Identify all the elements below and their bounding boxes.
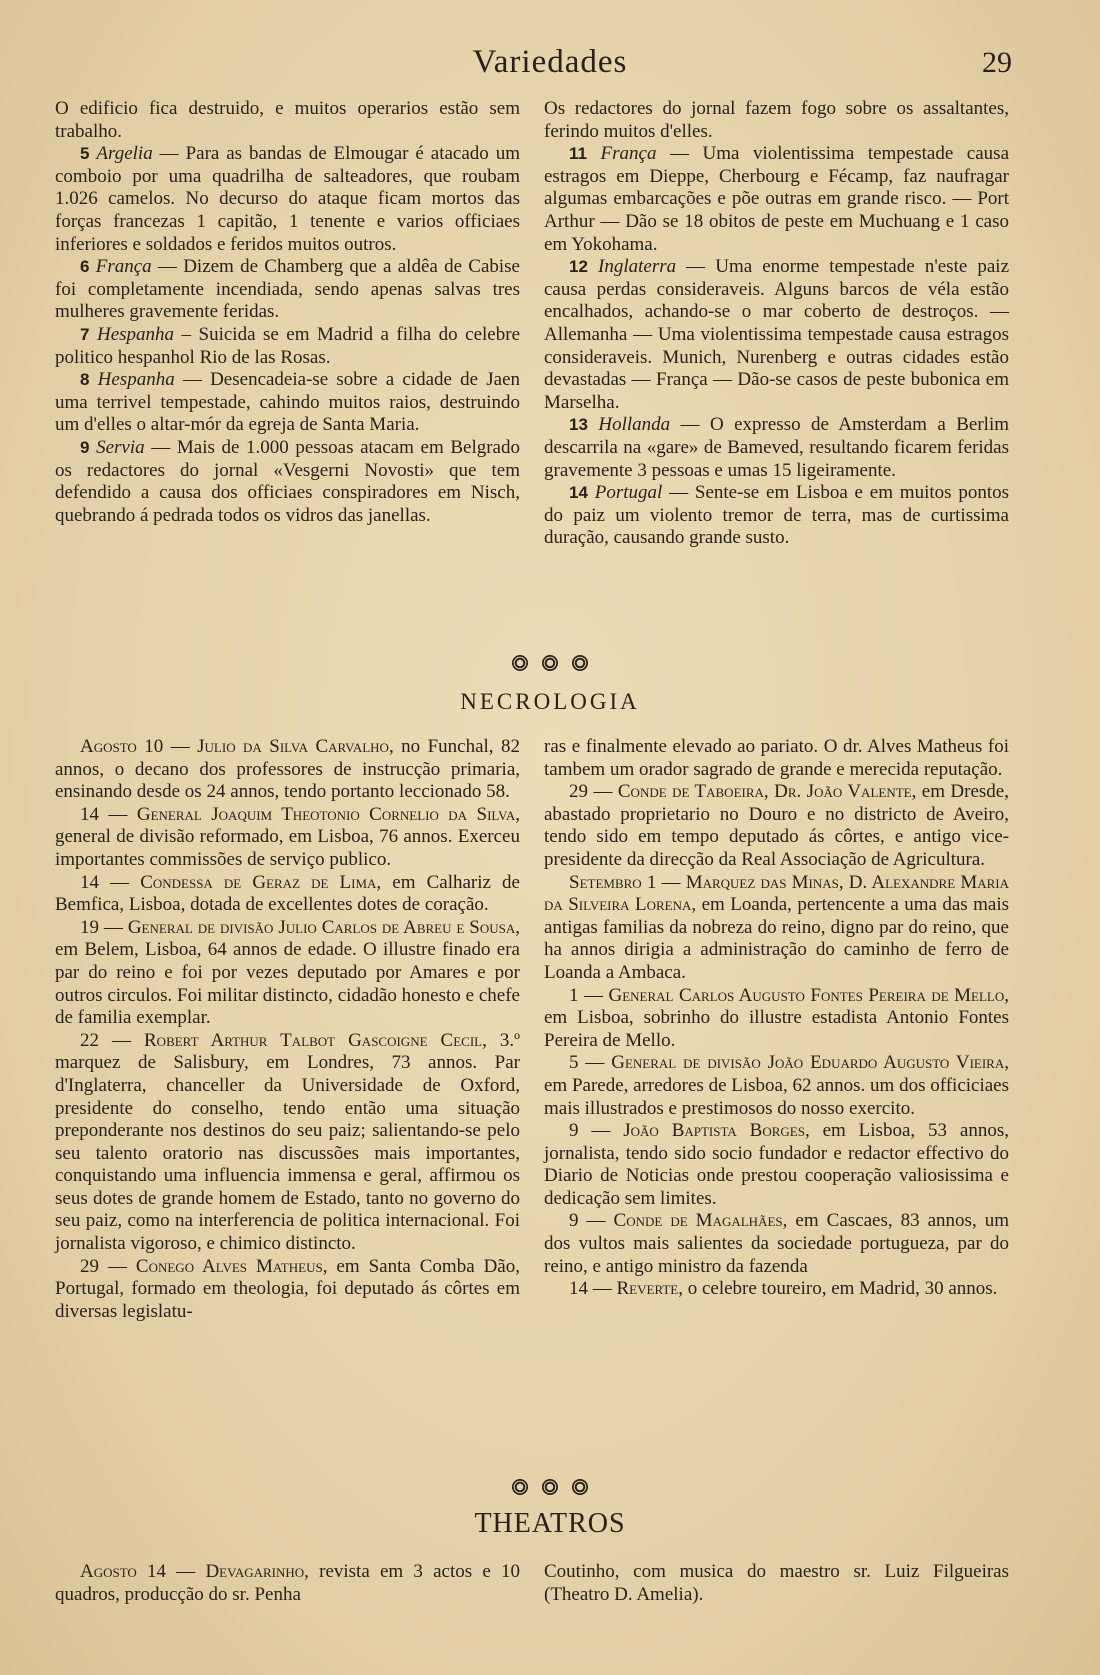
theatros-right-column <box>544 1561 1009 1606</box>
necrologia-right-column <box>544 736 1009 1323</box>
news-item: Os redactores do jornal fazem fogo sobre os assaltantes, ferindo muitos d'elles. <box>544 98 1009 142</box>
obituary-entry: 22 — Robert Arthur Talbot Gascoigne Cecil, 3.º marquez de Salisbury, em Londres, 73 annos. Par d'Inglaterra, chanceller da Universidade de Oxford, presidente do conselho, tendo então uma situação preponderante nos destinos do seu paiz; salientando-se pelo seu talento oratorio nas discussões mais importantes, conquistando uma influencia immensa e geral, affirmou os seus dotes de grande homem de Estado, tanto no governo do seu paiz, como na interferencia de politica internacional. Foi jornalista vigoroso, e chimico distincto. <box>55 1029 520 1255</box>
obituary-entry: 14 — General Joaquim Theotonio Cornelio da Silva, general de divisão reformado, em Lisboa, 76 annos. Exerceu importantes commissões de serviço publico. <box>55 803 520 870</box>
obituary-entry: 9 — Conde de Magalhães, em Cascaes, 83 annos, um dos vultos mais salientes da sociedade portugueza, par do reino, e antigo ministro da fazenda <box>544 1210 1009 1277</box>
obituary-entry: 5 — General de divisão João Eduardo Augusto Vieira, em Parede, arredores de Lisboa, 62 annos. um dos officiciaes mais illustrados e prestimosos do nosso exercito. <box>544 1052 1009 1119</box>
necrologia-left-column <box>55 736 520 1323</box>
obituary-entry: 29 — Conde de Taboeira, Dr. João Valente, em Dresde, abastado proprietario no Douro e no districto de Aveiro, tendo sido em tempo deputado ás côrtes, e antigo vice-presidente da direcção da Real Associação de Agricultura. <box>544 781 1009 870</box>
obituary-entry: ras e finalmente elevado ao pariato. O dr. Alves Matheus foi tambem um orador sagrado de grande e merecida reputação. <box>544 736 1009 780</box>
news-item: 9 Servia — Mais de 1.000 pessoas atacam em Belgrado os redactores do jornal «Vesgerni Novosti» que tem defendido a causa dos officiaes conspiradores em Nisch, quebrando á pedrada todos os vidros das janellas. <box>55 436 520 526</box>
obituary-entry: 1 — General Carlos Augusto Fontes Pereira de Mello, em Lisboa, sobrinho do illustre estadista Antonio Fontes Pereira de Mello. <box>544 984 1009 1051</box>
news-item: 14 Portugal — Sente-se em Lisboa e em muitos pontos do paiz um violento tremor de terra, mas de curtissima duração, causando grande susto. <box>544 482 1009 549</box>
variedades-section <box>55 98 1009 550</box>
obituary-entry: 29 — Conego Alves Matheus, em Santa Comba Dão, Portugal, formado em theologia, foi deputado ás côrtes em diversas legislatu- <box>55 1255 520 1322</box>
obituary-entry: 19 — General de divisão Julio Carlos de Abreu e Sousa, em Belem, Lisboa, 64 annos de edade. O illustre finado era par do reino e foi por vezes deputado por Amares e por outros circulos. Foi militar distincto, cidadão honesto e chefe de familia exemplar. <box>55 916 520 1029</box>
obituary-entry: 9 — João Baptista Borges, em Lisboa, 53 annos, jornalista, tendo sido socio fundador e redactor effectivo do Diario de Noticias onde prestou cooperação valiosissima e dedicação sem limites. <box>544 1120 1009 1209</box>
obituary-entry: 14 — Condessa de Geraz de Lima, em Calhariz de Bemfica, Lisboa, dotada de excellentes dotes de coração. <box>55 871 520 916</box>
theatros-left-column <box>55 1561 520 1606</box>
theatre-entry: Coutinho, com musica do maestro sr. Luiz Filgueiras (Theatro D. Amelia). <box>544 1561 1009 1605</box>
news-item: 12 Inglaterra — Uma enorme tempestade n'este paiz causa perdas consideraveis. Alguns barcos de véla estão encalhados, achando-se o mar coberto de destroços. — Allemanha — Uma violentissima tempestade causa estragos consideraveis. Munich, Nurenberg e outras cidades estão devastadas — França — Dão-se casos de peste bubonica em Marselha. <box>544 256 1010 413</box>
news-item: O edificio fica destruido, e muitos operarios estão sem trabalho. <box>55 98 520 142</box>
theatros-heading: THEATROS <box>474 1508 626 1539</box>
news-item: 13 Hollanda — O expresso de Amsterdam a Berlim descarrila na «gare» de Bameved, resultando ficarem feridas gravemente 3 pessoas e umas 15 ligeiramente. <box>544 414 1009 481</box>
necrologia-section <box>55 736 1009 1323</box>
news-item: 6 França — Dizem de Chamberg que a aldêa de Cabise foi completamente incendiada, sendo apenas salvas tres mulheres gravemente feridas. <box>55 256 520 323</box>
obituary-entry: 14 — Reverte, o celebre toureiro, em Madrid, 30 annos. <box>569 1278 998 1300</box>
news-item: 5 Argelia — Para as bandas de Elmougar é atacado um comboio por uma quadrilha de salteadores, que roubam 1.026 camelos. No decurso do ataque ficam mortos das forças francezas 1 capitão, 1 tenente e varios officiaes inferiores e soldados e feridos muitos outros. <box>55 143 520 255</box>
running-head: Variedades <box>472 44 628 80</box>
ornament-separator <box>0 655 1100 676</box>
ornament-separator <box>0 1479 1100 1500</box>
necrologia-heading: NECROLOGIA <box>460 689 640 714</box>
obituary-entry: Setembro 1 — Marquez das Minas, D. Alexandre Maria da Silveira Lorena, em Loanda, pertencente a uma das mais antigas familias da nobreza do reino, digno par do reino, que ha annos dirigia a administração do caminho de ferro de Loanda a Ambaca. <box>544 871 1009 983</box>
news-item: 7 Hespanha – Suicida se em Madrid a filha do celebre politico hespanhol Rio de las Rosas. <box>55 323 520 368</box>
variedades-left-column <box>55 98 520 550</box>
theatre-entry: Agosto 14 — Devagarinho, revista em 3 actos e 10 quadros, producção do sr. Penha <box>55 1561 520 1605</box>
theatros-section <box>55 1561 1009 1606</box>
obituary-entry: Agosto 10 — Julio da Silva Carvalho, no Funchal, 82 annos, o decano dos professores de instrucção primaria, ensinando desde os 24 annos, tendo portanto leccionado 58. <box>55 736 520 803</box>
news-item: 8 Hespanha — Desencadeia-se sobre a cidade de Jaen uma terrivel tempestade, cahindo muitos raios, destruindo um d'elles o altar-mór da egreja de Santa Maria. <box>55 369 520 436</box>
variedades-right-column <box>544 98 1009 550</box>
news-item: 11 França — Uma violentissima tempestade causa estragos em Dieppe, Cherbourg e Fécamp, faz naufragar algumas embarcações e põe outras em grande risco. — Port Arthur — Dão se 18 obitos de peste em Muchuang e 1 caso em Yokohama. <box>544 143 1009 255</box>
page-number: 29 <box>982 46 1012 79</box>
